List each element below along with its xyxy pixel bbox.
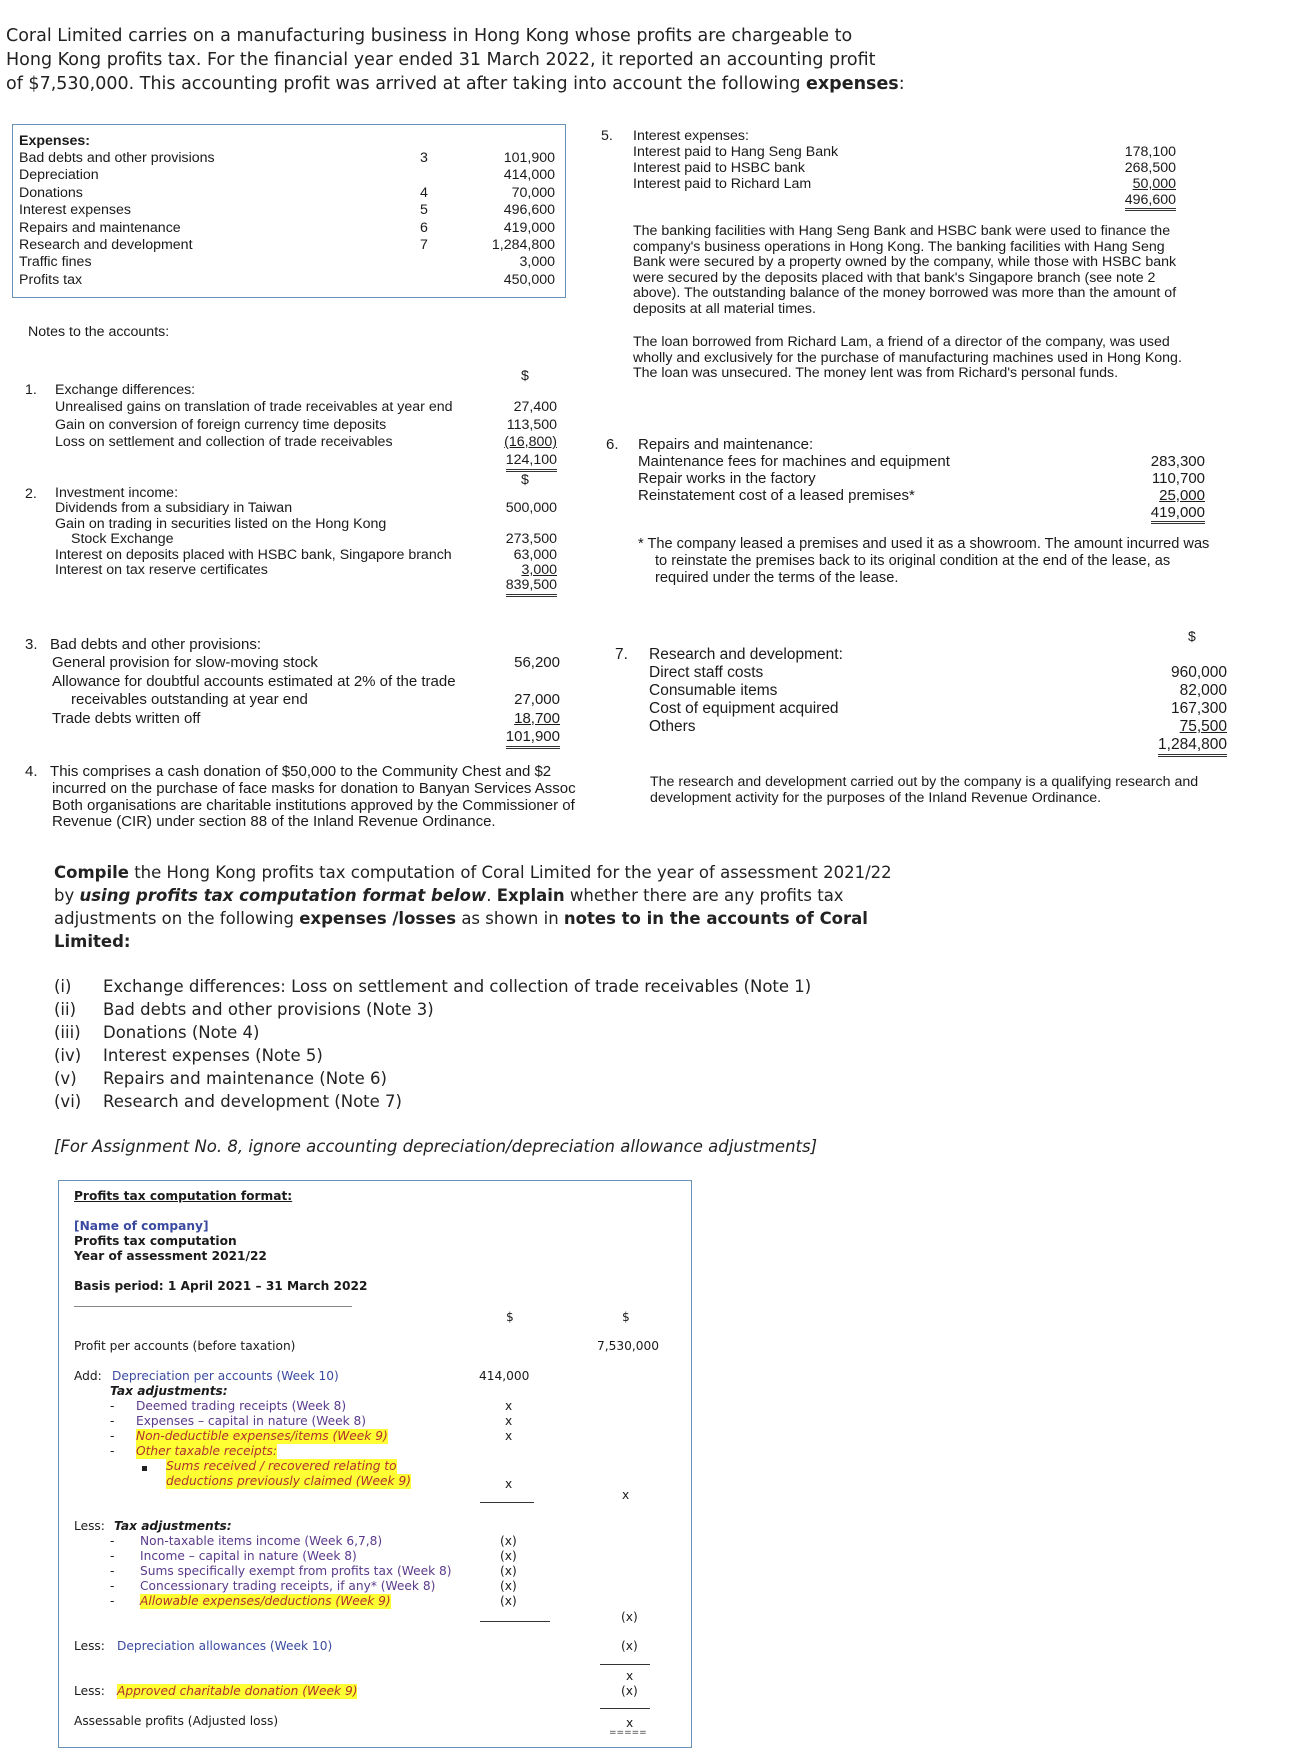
- note5-para2-line: wholly and exclusively for the purchase of manufacturing machines used in Hong Kong.: [633, 349, 1182, 366]
- format-heading: Profits tax computation format:: [74, 1189, 293, 1203]
- add-item: - Expenses – capital in nature (Week 8): [110, 1414, 367, 1428]
- expenses-table: [19, 150, 559, 289]
- note1-row: Loss on settlement and collection of trade receivables (16,800): [55, 434, 557, 451]
- add-total-x: x: [622, 1488, 630, 1502]
- expense-row: Research and development 7 1,284,800: [19, 236, 555, 253]
- note1-dollar: $: [521, 368, 529, 384]
- note4-line: incurred on the purchase of face masks for donation to Banyan Services Assoc: [52, 779, 576, 797]
- note5-total-row: [633, 192, 1176, 208]
- note2-row: Dividends from a subsidiary in Taiwan 500,000: [55, 500, 557, 517]
- note5-para2-line: The loan was unsecured. The money lent was from Richard's personal funds.: [633, 365, 1119, 382]
- note3-row: Allowance for doubtful accounts estimated at 2% of the trade: [52, 672, 456, 690]
- expense-row: Traffic fines 3,000: [19, 254, 555, 271]
- assignment-instruction: [For Assignment No. 8, ignore accounting depreciation/depreciation allowance adjustments]: [54, 1137, 818, 1156]
- less-x: (x): [500, 1549, 517, 1563]
- note3-row: Trade debts written off 18,700: [52, 709, 560, 727]
- less-label: Less:: [74, 1519, 105, 1533]
- add-x: x: [505, 1429, 513, 1443]
- question-item: (iv) Interest expenses (Note 5): [54, 1046, 323, 1065]
- note7-number: 7.: [615, 646, 628, 663]
- note5-body: [633, 128, 1176, 208]
- expense-row: Donations 4 70,000: [19, 184, 555, 201]
- note6-title: Repairs and maintenance:: [638, 436, 814, 453]
- note1-total: 124,100: [506, 452, 557, 472]
- note2-row: Interest on deposits placed with HSBC bank, Singapore branch 63,000: [55, 546, 557, 563]
- note5-row: Interest paid to Hang Seng Bank 178,100: [633, 144, 1176, 160]
- expense-row: Bad debts and other provisions 3 101,900: [19, 150, 555, 166]
- intro-line-3: of $7,530,000. This accounting profit was arrived at after taking into account the following expenses:: [6, 74, 905, 94]
- note5-para1-line: The banking facilities with Hang Seng Bank and HSBC bank were used to finance the: [633, 223, 1171, 239]
- note2-total: 839,500: [506, 578, 557, 596]
- less-item: - Income – capital in nature (Week 8): [110, 1549, 357, 1563]
- intro-line-2: Hong Kong profits tax. For the financial year ended 31 March 2022, it reported an accounting profit: [6, 50, 876, 70]
- add-tax-adjustments: Tax adjustments:: [110, 1384, 228, 1398]
- expense-row: Profits tax 450,000: [19, 271, 555, 288]
- add-item: - Deemed trading receipts (Week 8): [110, 1399, 347, 1413]
- less-item: - Non-taxable items income (Week 6,7,8): [110, 1534, 383, 1548]
- note5-row: Interest paid to Richard Lam 50,000: [633, 176, 1176, 192]
- question-item: (ii) Bad debts and other provisions (Note 3): [54, 1000, 434, 1019]
- note5-para2: [633, 335, 1243, 382]
- format-divider: [74, 1306, 352, 1307]
- profit-amount: 7,530,000: [597, 1339, 660, 1353]
- add-x: x: [505, 1399, 513, 1413]
- note5-total: 496,600: [1125, 192, 1176, 211]
- note1-body: [55, 382, 560, 469]
- charitable-line: [600, 1708, 650, 1709]
- question-list: [54, 975, 954, 1113]
- less-item: - Concessionary trading receipts, if any* (Week 8): [110, 1579, 436, 1593]
- assessable-x: x: [626, 1716, 634, 1730]
- less-amounts: [500, 1534, 517, 1609]
- bullet-line-1: Sums received / recovered relating to: [166, 1459, 397, 1473]
- note3-row: receivables outstanding at year end 27,000: [71, 691, 560, 709]
- note6-total-row: [638, 504, 1205, 521]
- note5-para1-line: were secured by the deposits placed with that bank's Singapore branch (see note 2: [633, 269, 1156, 286]
- note3-total-row: [25, 728, 565, 746]
- expense-row: Repairs and maintenance 6 419,000: [19, 219, 555, 236]
- dep-line: [600, 1664, 650, 1665]
- note2-total-row: [55, 578, 560, 594]
- bullet-line-2: deductions previously claimed (Week 9): [166, 1474, 411, 1488]
- intro-paragraph: [6, 24, 1006, 96]
- charitable-donation: Approved charitable donation (Week 9): [117, 1684, 358, 1698]
- add-depreciation-amount: 414,000: [479, 1369, 530, 1383]
- less-item: - Sums specifically exempt from profits tax (Week 8): [110, 1564, 452, 1578]
- note3-row: General provision for slow-moving stock 56,200: [52, 654, 560, 672]
- format-company: [Name of company]: [74, 1219, 209, 1233]
- add-x: x: [505, 1414, 513, 1428]
- note6-body: [638, 436, 1205, 521]
- question-item: (vi) Research and development (Note 7): [54, 1092, 402, 1111]
- note7-para-line: The research and development carried out by the company is a qualifying research and: [650, 774, 1199, 790]
- add-item: - Non-deductible expenses/items (Week 9): [110, 1429, 388, 1443]
- note7-body: [649, 646, 1227, 754]
- charitable-less-label: Less:: [74, 1684, 105, 1698]
- note7-title: Research and development:: [649, 646, 843, 663]
- less-x: (x): [500, 1534, 517, 1548]
- note5-title: Interest expenses:: [633, 128, 749, 144]
- note7-total-row: [649, 736, 1227, 754]
- add-item: - Other taxable receipts:: [110, 1444, 277, 1458]
- add-label: Add:: [74, 1369, 102, 1383]
- note4-line: 4. This comprises a cash donation of $50,000 to the Community Chest and $2: [25, 764, 552, 780]
- note5-number: 5.: [601, 128, 613, 144]
- note2-dollar: $: [521, 472, 529, 488]
- note1-row: Unrealised gains on translation of trade receivables at year end 27,400: [55, 399, 557, 416]
- note6-footnote: [638, 536, 1275, 587]
- note1-total-row: [55, 452, 560, 469]
- less-item: - Allowable expenses/deductions (Week 9): [110, 1594, 391, 1608]
- add-x: x: [505, 1477, 513, 1491]
- bullet-icon: [142, 1466, 147, 1471]
- note3-title: 3. Bad debts and other provisions:: [25, 636, 261, 653]
- format-basis: Basis period: 1 April 2021 – 31 March 2022: [74, 1279, 368, 1293]
- note7-row: Direct staff costs 960,000: [649, 664, 1227, 681]
- note3-body: [25, 636, 565, 746]
- note4-body: [25, 764, 585, 831]
- note2-number: 2.: [25, 486, 37, 502]
- expense-row: Interest expenses 5 496,600: [19, 202, 555, 219]
- double-underline: =====: [609, 1728, 647, 1738]
- note3-total: 101,900: [506, 728, 560, 749]
- add-items: [110, 1399, 430, 1459]
- note6-footnote-line: to reinstate the premises back to its original condition at the end of the lease, as: [655, 553, 1171, 569]
- note1-title: Exchange differences:: [55, 382, 196, 398]
- add-subtotal-line: [480, 1502, 534, 1503]
- note2-title: Investment income:: [55, 485, 179, 501]
- note7-total: 1,284,800: [1158, 736, 1227, 757]
- note2-body: [55, 486, 560, 594]
- less-x: (x): [500, 1594, 517, 1608]
- charitable-x: (x): [621, 1684, 638, 1698]
- question-item: (iii) Donations (Note 4): [54, 1023, 260, 1042]
- less-x: (x): [500, 1564, 517, 1578]
- note1-number: 1.: [25, 382, 37, 398]
- note2-row: Interest on tax reserve certificates 3,000: [55, 562, 557, 579]
- format-col-dollar-1: $: [506, 1310, 514, 1324]
- depreciation-allowances: Depreciation allowances (Week 10): [117, 1639, 333, 1653]
- note6-total: 419,000: [1151, 504, 1205, 524]
- note5-para2-line: The loan borrowed from Richard Lam, a friend of a director of the company, was used: [633, 334, 1170, 350]
- notes-heading: Notes to the accounts:: [28, 324, 170, 340]
- expenses-title: Expenses:: [19, 133, 90, 149]
- dep-total-x: x: [626, 1669, 634, 1683]
- expense-row: Depreciation 414,000: [19, 167, 555, 184]
- dep-allow-x: (x): [621, 1639, 638, 1653]
- note6-number: 6.: [606, 436, 619, 453]
- profit-label: Profit per accounts (before taxation): [74, 1339, 296, 1353]
- dep-less-label: Less:: [74, 1639, 105, 1653]
- format-subtitle: Profits tax computation: [74, 1234, 237, 1248]
- question-paragraph: Compile the Hong Kong profits tax computation of Coral Limited for the year of assessment 2021/22 by using profits tax computation format below. Explain whether there are any profits tax adjustments on the following expenses /losses as shown in notes to in the accounts of Coral Limited:: [54, 863, 892, 951]
- note5-para1-line: company's business operations in Hong Kong. The banking facilities with Hang Seng: [633, 238, 1165, 255]
- note2-row: Gain on trading in securities listed on the Hong Kong: [55, 515, 387, 532]
- assessable-profits: Assessable profits (Adjusted loss): [74, 1714, 279, 1728]
- less-items: [110, 1534, 470, 1609]
- note5-para1-line: Bank were secured by a property owned by the company, while those with HSBC bank: [633, 254, 1177, 271]
- note4-line: Revenue (CIR) under section 88 of the Inland Revenue Ordinance.: [52, 813, 496, 831]
- note6-row: Reinstatement cost of a leased premises* 25,000: [638, 487, 1205, 504]
- note6-footnote-line: * The company leased a premises and used it as a showroom. The amount incurred was: [638, 536, 1210, 552]
- add-depreciation: Depreciation per accounts (Week 10): [112, 1369, 339, 1383]
- intro-line-1: Coral Limited carries on a manufacturing business in Hong Kong whose profits are chargeable to: [6, 26, 853, 46]
- note5-para1-line: above). The outstanding balance of the money borrowed was more than the amount of: [633, 285, 1177, 302]
- note4-line: Both organisations are charitable institutions approved by the Commissioner of: [52, 796, 575, 814]
- less-x: (x): [500, 1579, 517, 1593]
- note7-row: Others 75,500: [649, 718, 1227, 735]
- note5-para1: [633, 224, 1243, 318]
- question-item: (i) Exchange differences: Loss on settlement and collection of trade receivables (Note 1): [54, 977, 812, 996]
- note6-footnote-line: required under the terms of the lease.: [655, 570, 899, 586]
- note5-para1-line: deposits at all material times.: [633, 300, 816, 317]
- note7-dollar: $: [1188, 628, 1196, 644]
- note6-row: Maintenance fees for machines and equipment 283,300: [638, 453, 1205, 470]
- question-item: (v) Repairs and maintenance (Note 6): [54, 1069, 387, 1088]
- note7-row: Consumable items 82,000: [649, 682, 1227, 699]
- less-total-x: (x): [621, 1610, 638, 1624]
- note6-row: Repair works in the factory 110,700: [638, 470, 1205, 487]
- note7-row: Cost of equipment acquired 167,300: [649, 700, 1227, 717]
- note5-row: Interest paid to HSBC bank 268,500: [633, 160, 1176, 176]
- note1-row: Gain on conversion of foreign currency time deposits 113,500: [55, 416, 557, 433]
- format-year: Year of assessment 2021/22: [74, 1249, 267, 1263]
- note7-para-line: development activity for the purposes of the Inland Revenue Ordinance.: [650, 789, 1102, 806]
- less-tax-adjustments: Tax adjustments:: [114, 1519, 232, 1533]
- note2-row: Stock Exchange 273,500: [71, 531, 557, 548]
- less-subtotal-line: [480, 1621, 550, 1622]
- note7-para: [650, 775, 1280, 806]
- format-col-dollar-2: $: [622, 1310, 630, 1324]
